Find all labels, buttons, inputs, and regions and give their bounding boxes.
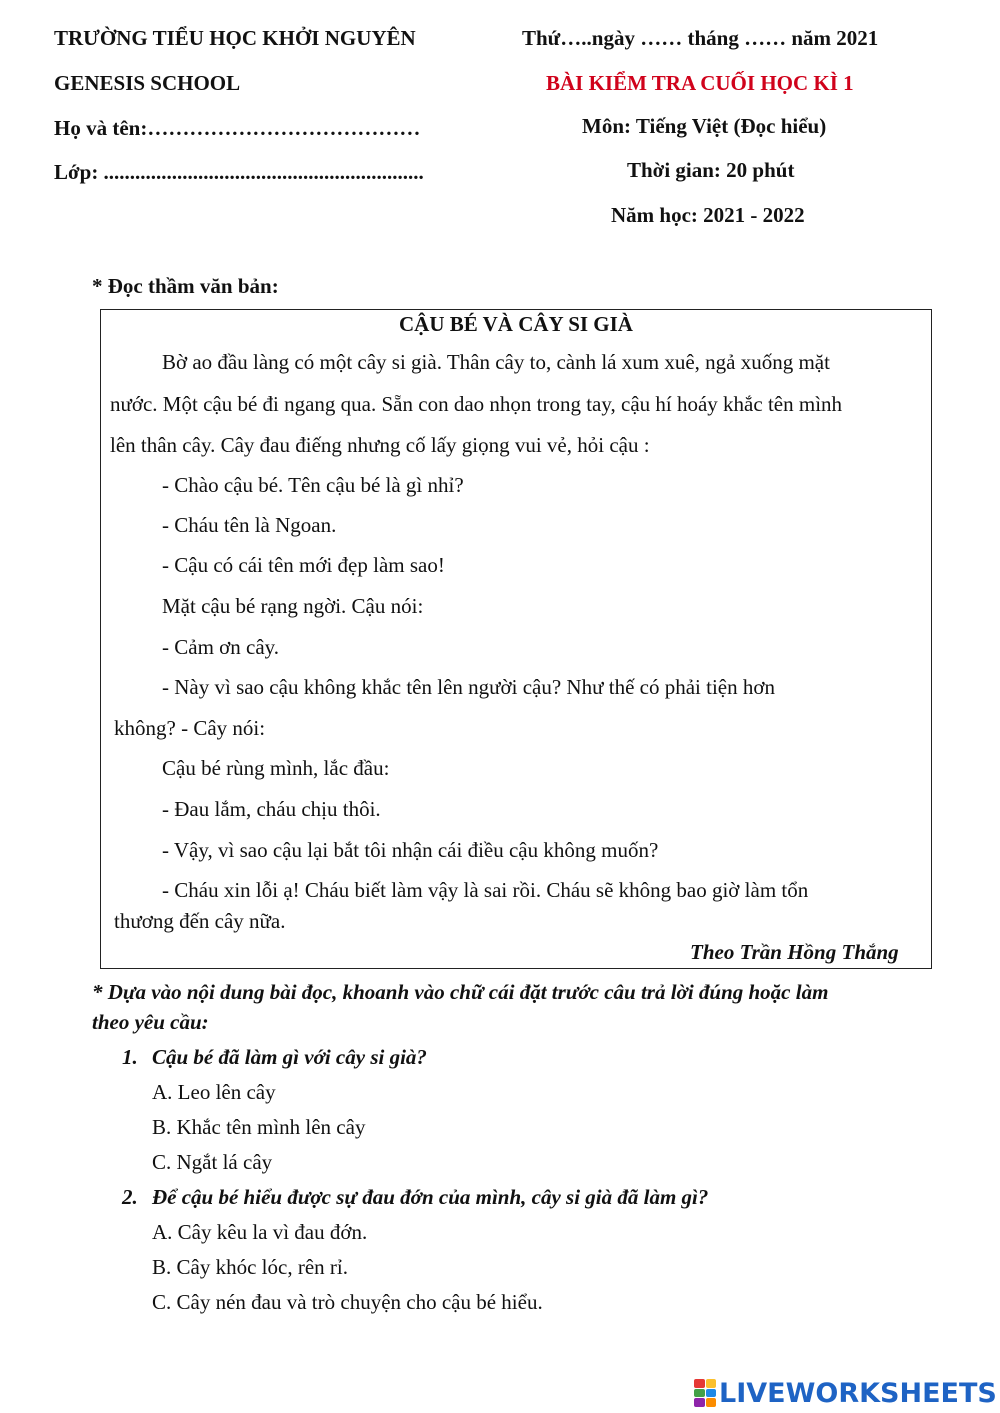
- question-1-option-b[interactable]: [152, 1115, 365, 1140]
- passage-line: - Vậy, vì sao cậu lại bắt tôi nhận cái điều cậu không muốn?: [162, 838, 659, 862]
- question-instruction-cont: theo yêu cầu:: [92, 1010, 209, 1034]
- question-1-text: Cậu bé đã làm gì với cây si già?: [152, 1045, 427, 1069]
- school-name: TRƯỜNG TIỂU HỌC KHỞI NGUYÊN: [54, 26, 416, 50]
- reading-instruction: * Đọc thầm văn bản:: [92, 274, 279, 298]
- duration-line: Thời gian: 20 phút: [627, 158, 795, 182]
- option-text: Khắc tên mình lên cây: [176, 1115, 366, 1139]
- passage-line: - Cháu xin lỗi ạ! Cháu biết làm vậy là sai rồi. Cháu sẽ không bao giờ làm tổn: [162, 878, 809, 902]
- question-1-option-a[interactable]: [152, 1080, 276, 1105]
- date-line: Thứ…..ngày …… tháng …… năm 2021: [522, 26, 879, 50]
- option-text: Ngắt lá cây: [176, 1150, 273, 1174]
- liveworksheets-logo-icon: [694, 1379, 716, 1407]
- passage-line: - Cháu tên là Ngoan.: [162, 513, 337, 537]
- logo-square: [694, 1398, 705, 1407]
- passage-line: - Chào cậu bé. Tên cậu bé là gì nhỉ?: [162, 473, 464, 497]
- option-letter: A.: [152, 1080, 173, 1104]
- passage-line: Bờ ao đầu làng có một cây si già. Thân cây to, cành lá xum xuê, ngả xuống mặt: [162, 350, 830, 374]
- exam-title: BÀI KIỂM TRA CUỐI HỌC KÌ 1: [546, 71, 854, 95]
- passage-line: không? - Cây nói:: [114, 716, 266, 740]
- option-letter: B.: [152, 1255, 172, 1279]
- option-letter: C.: [152, 1290, 172, 1314]
- passage-line: lên thân cây. Cây đau điếng nhưng cố lấy giọng vui vẻ, hỏi cậu :: [110, 433, 650, 457]
- logo-square: [694, 1379, 705, 1388]
- logo-square: [706, 1389, 717, 1398]
- passage-title: CẬU BÉ VÀ CÂY SI GIÀ: [399, 312, 633, 336]
- question-2-text: Để cậu bé hiểu được sự đau đớn của mình, cây si già đã làm gì?: [152, 1185, 709, 1209]
- school-year-line: Năm học: 2021 - 2022: [611, 203, 805, 227]
- passage-line: - Đau lắm, cháu chịu thôi.: [162, 797, 381, 821]
- subject-line: Môn: Tiếng Việt (Đọc hiểu): [582, 114, 827, 138]
- question-instruction: * Dựa vào nội dung bài đọc, khoanh vào chữ cái đặt trước câu trả lời đúng hoặc làm: [92, 980, 829, 1004]
- option-text: Cây nén đau và trò chuyện cho cậu bé hiểu.: [176, 1290, 543, 1314]
- option-letter: C.: [152, 1150, 172, 1174]
- logo-square: [706, 1398, 717, 1407]
- option-text: Cây khóc lóc, rên rỉ.: [176, 1255, 348, 1279]
- question-1-number: 1.: [122, 1045, 138, 1069]
- passage-author: Theo Trần Hồng Thắng: [690, 940, 899, 964]
- option-text: Cây kêu la vì đau đớn.: [177, 1220, 368, 1244]
- logo-square: [706, 1379, 717, 1388]
- passage-line: - Cậu có cái tên mới đẹp làm sao!: [162, 553, 445, 577]
- passage-line: - Cảm ơn cây.: [162, 635, 280, 659]
- school-english-name: GENESIS SCHOOL: [54, 71, 241, 95]
- passage-line: Cậu bé rùng mình, lắc đầu:: [162, 756, 390, 780]
- question-2-option-a[interactable]: [152, 1220, 367, 1245]
- passage-line: - Này vì sao cậu không khắc tên lên người cậu? Như thế có phải tiện hơn: [162, 675, 775, 699]
- option-text: Leo lên cây: [177, 1080, 276, 1104]
- question-2-option-c[interactable]: [152, 1290, 543, 1315]
- watermark-text: LIVEWORKSHEETS: [719, 1377, 997, 1409]
- question-1-option-c[interactable]: [152, 1150, 272, 1175]
- option-letter: B.: [152, 1115, 172, 1139]
- passage-line: Mặt cậu bé rạng ngời. Cậu nói:: [162, 594, 424, 618]
- passage-line: nước. Một cậu bé đi ngang qua. Sẵn con dao nhọn trong tay, cậu hí hoáy khắc tên mình: [110, 392, 843, 416]
- class-field: Lớp: .............................................................: [54, 160, 424, 184]
- question-2-number: 2.: [122, 1185, 138, 1209]
- liveworksheets-logo: [694, 1377, 997, 1409]
- question-2-option-b[interactable]: [152, 1255, 348, 1280]
- passage-line: thương đến cây nữa.: [114, 909, 286, 933]
- option-letter: A.: [152, 1220, 173, 1244]
- student-name-field: Họ và tên:…………………………………: [54, 116, 421, 140]
- logo-square: [694, 1389, 705, 1398]
